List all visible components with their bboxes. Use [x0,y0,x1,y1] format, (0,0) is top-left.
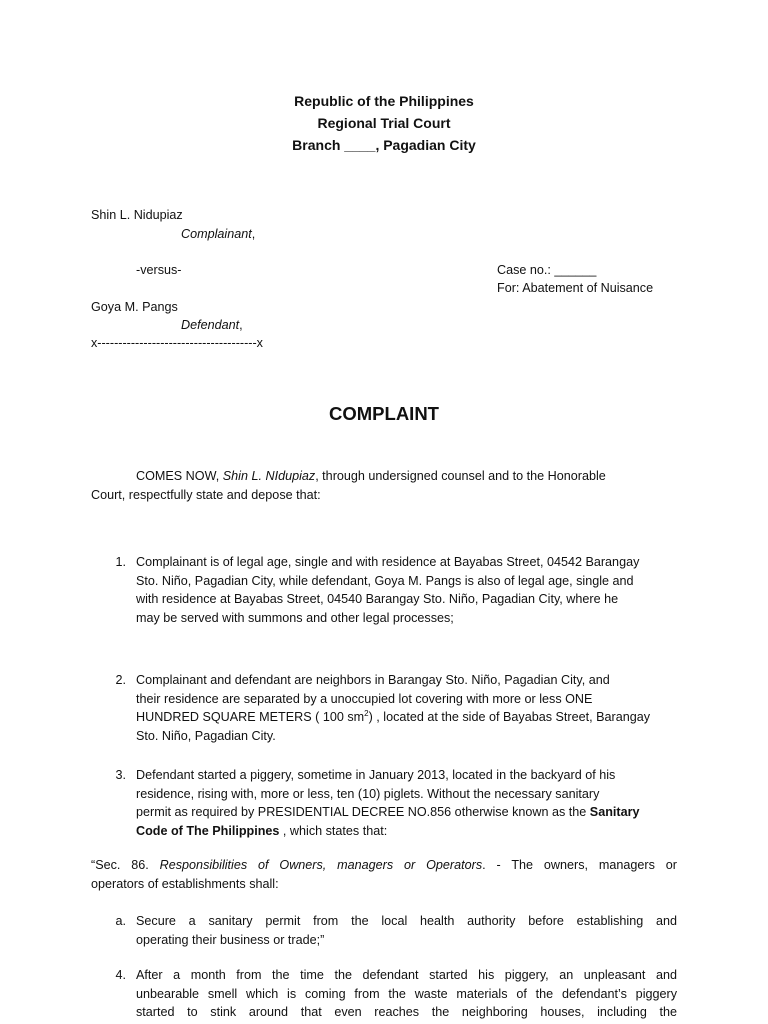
court-header-republic: Republic of the Philippines [294,93,474,109]
caption-separator: x--------------------------------------x [91,336,263,350]
versus-label: -versus- [136,263,182,277]
list-text: After a month from the time the defendant started his piggery, an unpleasant and unbearable smell which is coming from the waste materials of the defendant’s piggery started to stink around that even reaches the neighboring houses, including the [136,968,677,1019]
court-header-court: Regional Trial Court [317,115,451,131]
complainant-name: Shin L. Nidupiaz [91,208,183,222]
list-number: a. [115,914,126,928]
list-text: Complainant and defendant are neighbors in Barangay Sto. Niño, Pagadian City, and their residence are separated by a unoccupied lot covering with more or less ONE HUNDRED SQUARE METERS ( 100 $sm^2$) , located at the side of Bayabas Street, Barangay Sto. Niño, Pagadian City. [136,673,651,743]
case-number: Case no.: ______ [497,263,597,277]
intro-line-2: Court, respectfully state and depose that: [91,488,321,502]
quote-line-1: “Sec. 86. Responsibilities of Owners, managers or Operators. - The owners, managers or [91,858,677,872]
complainant-role: Complainant, [181,227,256,241]
case-subject: For: Abatement of Nuisance [497,281,654,295]
list-number: 2. [115,673,126,687]
list-number: 4. [115,968,126,982]
intro-line-1: COMES NOW, Shin L. NIdupiaz, through undersigned counsel and to the Honorable [136,469,606,483]
defendant-role: Defendant, [181,318,243,332]
document-title: COMPLAINT [329,403,439,424]
list-text: Complainant is of legal age, single and with residence at Bayabas Street, 04542 Barangay Sto. Niño, Pagadian City, while defendant, Goya M. Pangs is also of legal age, single and with residence at Bayabas Street, 04540 Barangay Sto. Niño, Pagadian City, where he may be served with summons and other legal processes; [136,555,640,625]
list-text: Secure a sanitary permit from the local health authority before establishing and operating their business or trade;” [136,914,677,947]
list-text: Defendant started a piggery, sometime in January 2013, located in the backyard of his residence, rising with, more or less, ten (10) piglets. Without the necessary sanitary permit as required by PRESIDENTIAL DECREE NO.856 otherwise known as the Sanitary Code of The Philippines , which states that: [136,768,640,838]
court-header-branch: Branch ____, Pagadian City [292,137,476,153]
list-number: 1. [115,555,126,569]
list-number: 3. [115,768,126,782]
quote-line-2: operators of establishments shall: [91,877,279,891]
defendant-name: Goya M. Pangs [91,300,178,314]
